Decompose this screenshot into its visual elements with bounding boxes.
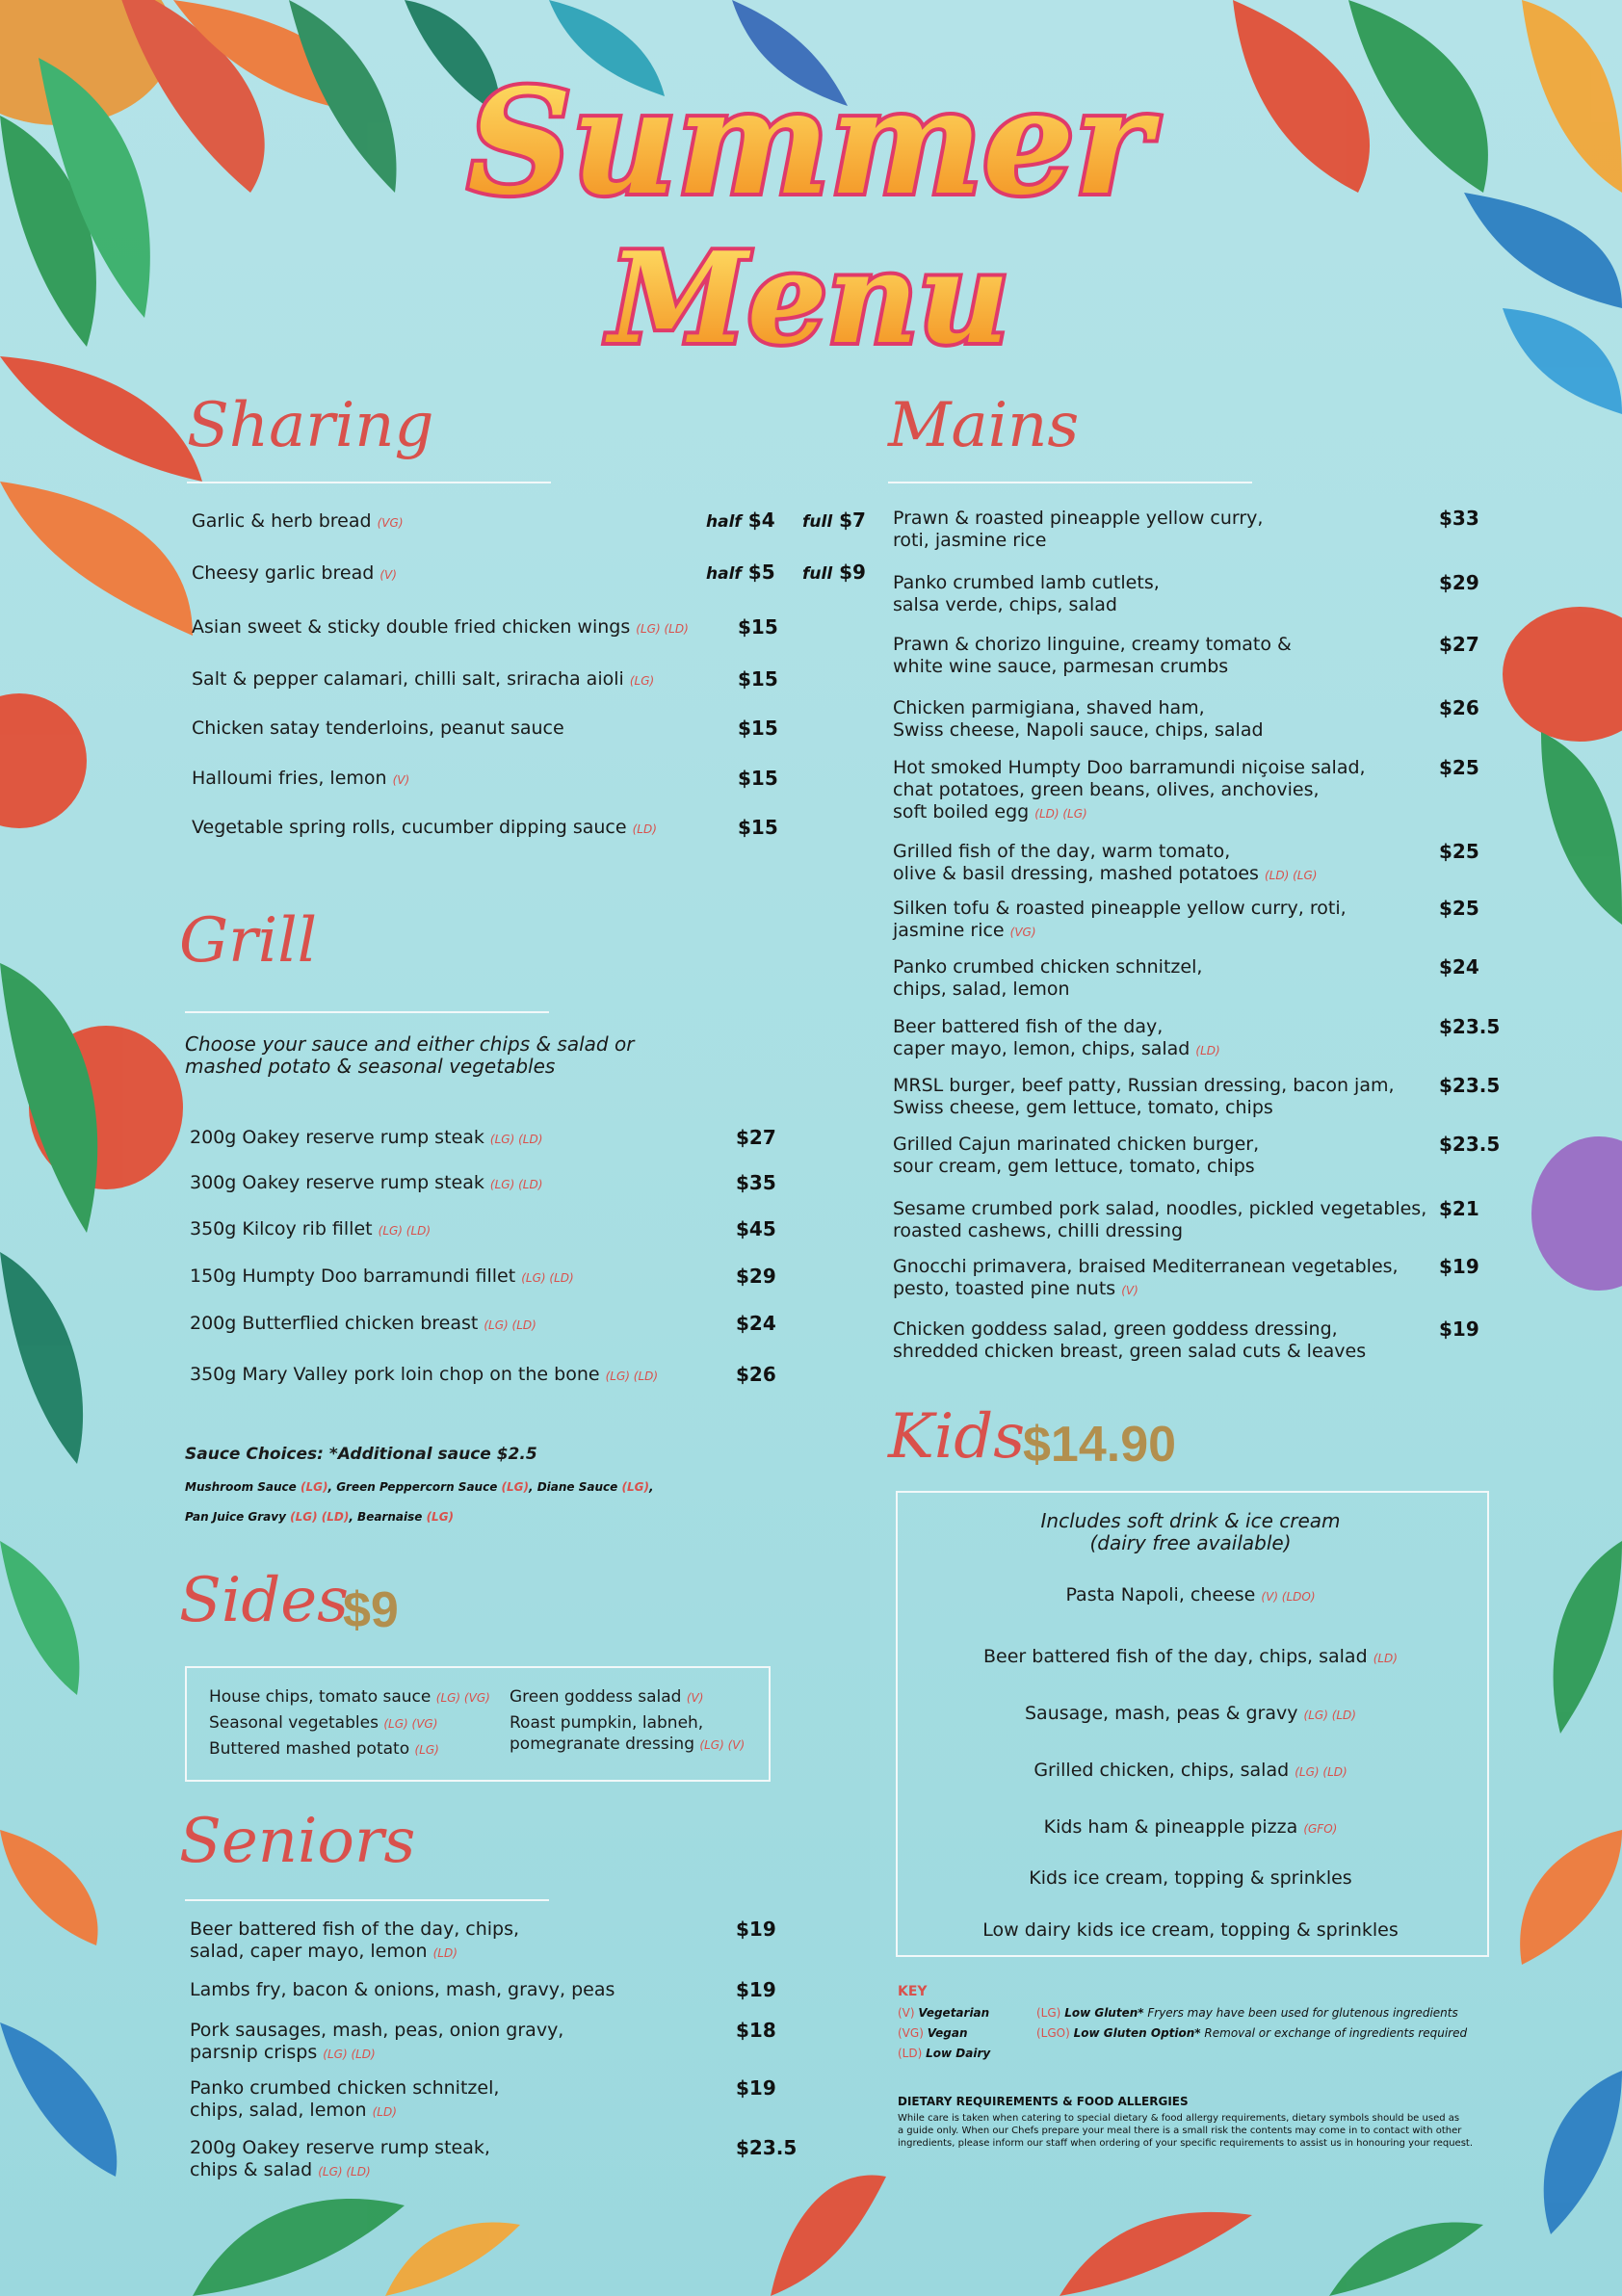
item-name: 300g Oakey reserve rump steak xyxy=(190,1172,484,1193)
item-name: Buttered mashed potato xyxy=(209,1739,410,1759)
item-price: $25 xyxy=(1439,756,1479,779)
item-price: $24 xyxy=(1439,955,1479,978)
side-item xyxy=(510,1686,703,1709)
item-price: $23.5 xyxy=(1439,1133,1501,1156)
sauce-segment: (LG) xyxy=(300,1480,328,1494)
sides-heading: Sides xyxy=(179,1565,349,1636)
side-item xyxy=(510,1734,745,1757)
item-price: $26 xyxy=(736,1363,776,1386)
item-price: $21 xyxy=(1439,1197,1479,1220)
sauce-segment: Pan Juice Gravy xyxy=(185,1510,291,1524)
item-line: Lambs fry, bacon & onions, mash, gravy, peas xyxy=(190,1979,615,2000)
item-name: Vegetable spring rolls, cucumber dipping sauce xyxy=(192,817,627,838)
item-name: 200g Oakey reserve rump steak xyxy=(190,1127,484,1148)
kids-item xyxy=(896,1816,1485,1840)
item-line-text: Panko crumbed lamb cutlets, xyxy=(893,572,1160,593)
item-name: 350g Mary Valley pork loin chop on the bone xyxy=(190,1364,600,1385)
dietary-tags: (LG) (LD) xyxy=(605,1370,659,1383)
key-label: Vegetarian xyxy=(918,2006,990,2020)
item-price: $27 xyxy=(736,1126,776,1149)
key-code: (LG) xyxy=(1036,2006,1061,2020)
main-item xyxy=(893,1075,1395,1119)
key-description: Removal or exchange of ingredients required xyxy=(1200,2026,1468,2040)
sharing-item xyxy=(192,616,689,640)
grill-heading: Grill xyxy=(179,905,318,977)
item-line xyxy=(190,2042,563,2066)
main-item xyxy=(893,1134,1259,1178)
dietary-tags: (V) xyxy=(392,773,410,787)
dietary-line: ingredients, please inform our staff when ordering of your specific requirements to assist us in honouring your request. xyxy=(898,2138,1474,2149)
dietary-tags: (LG) (V) xyxy=(699,1738,746,1752)
half-label: half xyxy=(706,512,742,532)
key-entry xyxy=(898,2044,990,2064)
item-name: 150g Humpty Doo barramundi fillet xyxy=(190,1265,516,1287)
sauce-segment: (LG) xyxy=(426,1510,455,1524)
full-price xyxy=(802,561,866,584)
item-line xyxy=(893,898,1347,920)
side-item xyxy=(510,1712,703,1735)
dietary-tags: (LG) (LD) xyxy=(484,1318,536,1332)
side-item xyxy=(209,1738,439,1761)
item-line-text: jasmine rice xyxy=(893,920,1005,941)
item-name: Pasta Napoli, cheese xyxy=(1065,1584,1256,1605)
item-line xyxy=(893,1318,1366,1341)
mains-heading: Mains xyxy=(888,390,1080,461)
item-price: $19 xyxy=(736,1918,776,1941)
item-name: 350g Kilcoy rib fillet xyxy=(190,1218,373,1239)
item-line-text: Hot smoked Humpty Doo barramundi niçoise salad, xyxy=(893,757,1366,778)
kids-note-line1: Includes soft drink & ice cream xyxy=(1040,1509,1341,1532)
dietary-tags: (LG) xyxy=(629,674,655,688)
half-value: $5 xyxy=(747,561,775,584)
sauce-segment: , Bearnaise xyxy=(349,1510,427,1524)
sauce-choices-heading: Sauce Choices: *Additional sauce $2.5 xyxy=(185,1445,537,1464)
kids-note-line2: (dairy free available) xyxy=(1089,1531,1292,1554)
mains-divider xyxy=(888,482,1252,483)
main-item xyxy=(893,1318,1366,1363)
item-name: pomegranate dressing xyxy=(510,1735,694,1754)
key-code: (LGO) xyxy=(1036,2026,1070,2040)
item-line xyxy=(893,719,1264,742)
item-line xyxy=(893,1198,1426,1220)
item-name: 200g Butterflied chicken breast xyxy=(190,1313,479,1334)
item-price: $19 xyxy=(736,1978,776,2001)
item-line xyxy=(190,2100,499,2124)
item-line xyxy=(893,863,1317,887)
item-line-text: olive & basil dressing, mashed potatoes xyxy=(893,863,1259,884)
main-item xyxy=(893,757,1366,825)
key-entry xyxy=(898,2023,968,2044)
item-line xyxy=(893,779,1366,801)
kids-item xyxy=(896,1919,1485,1942)
item-price: $15 xyxy=(738,615,778,639)
dietary-tags: (LD) (LG) xyxy=(1034,807,1087,821)
item-price: $33 xyxy=(1439,507,1479,530)
item-price: $18 xyxy=(736,2019,776,2042)
item-line xyxy=(893,1341,1366,1363)
half-price xyxy=(706,509,775,532)
item-line-text: Beer battered fish of the day, xyxy=(893,1016,1164,1037)
main-item xyxy=(893,508,1263,552)
item-line-text: Chicken parmigiana, shaved ham, xyxy=(893,697,1205,718)
key-label: Vegan xyxy=(927,2026,968,2040)
full-value: $9 xyxy=(839,561,866,584)
sharing-heading: Sharing xyxy=(187,390,434,461)
main-item xyxy=(893,1256,1399,1302)
item-name: Chicken satay tenderloins, peanut sauce xyxy=(192,718,564,739)
item-name: Seasonal vegetables xyxy=(209,1713,379,1733)
item-line-text: shredded chicken breast, green salad cuts & leaves xyxy=(893,1341,1367,1362)
sauce-segment: , Green Peppercorn Sauce xyxy=(327,1480,502,1494)
item-price: $27 xyxy=(1439,633,1479,656)
dietary-tags: (LG) (LD) xyxy=(318,2165,371,2179)
key-label: Low Gluten* xyxy=(1064,2006,1144,2020)
item-line xyxy=(893,508,1263,530)
item-line: Panko crumbed chicken schnitzel, xyxy=(190,2077,500,2099)
title-line2: Menu xyxy=(609,224,1009,372)
side-item xyxy=(209,1712,437,1735)
dietary-tags: (LD) xyxy=(432,1946,458,1960)
item-line xyxy=(190,1941,519,1965)
kids-price: $14.90 xyxy=(1023,1417,1177,1473)
full-price xyxy=(802,509,866,532)
dietary-tags: (LG) (LD) xyxy=(378,1224,432,1238)
item-price: $25 xyxy=(1439,840,1479,863)
dietary-tags: (LD) xyxy=(1195,1044,1220,1057)
sauce-choices-line2 xyxy=(185,1507,454,1526)
item-line xyxy=(893,1038,1220,1062)
item-line-text: Grilled Cajun marinated chicken burger, xyxy=(893,1134,1260,1155)
item-price: $15 xyxy=(738,667,778,691)
item-line xyxy=(893,956,1202,978)
item-name: House chips, tomato sauce xyxy=(209,1687,432,1707)
dietary-tags: (LD) xyxy=(632,822,657,836)
item-line-text: Grilled fish of the day, warm tomato, xyxy=(893,841,1231,862)
grill-divider xyxy=(185,1011,549,1013)
item-line xyxy=(893,572,1160,594)
item-line-text: soft boiled egg xyxy=(893,801,1030,822)
key-code: (LD) xyxy=(898,2047,923,2060)
item-line xyxy=(893,1016,1220,1038)
item-line: 200g Oakey reserve rump steak, xyxy=(190,2137,490,2158)
main-item xyxy=(893,572,1160,616)
dietary-tags: (V) xyxy=(686,1691,704,1705)
item-line xyxy=(893,697,1264,719)
item-line xyxy=(893,841,1317,863)
sauce-segment: , xyxy=(648,1480,654,1494)
dietary-tags: (VG) xyxy=(1009,926,1036,939)
item-price: $23.5 xyxy=(736,2136,798,2159)
dietary-tags: (LG) (VG) xyxy=(435,1691,490,1705)
item-line-text: Prawn & chorizo linguine, creamy tomato & xyxy=(893,634,1292,655)
senior-item xyxy=(190,2137,490,2183)
item-line: Pork sausages, mash, peas, onion gravy, xyxy=(190,2020,564,2041)
seniors-heading: Seniors xyxy=(179,1806,416,1877)
item-name: Kids ham & pineapple pizza xyxy=(1043,1816,1298,1838)
item-line xyxy=(190,2159,490,2183)
key-label: Low Gluten Option* xyxy=(1073,2026,1201,2040)
item-name: Kids ice cream, topping & sprinkles xyxy=(1029,1867,1352,1889)
item-price: $19 xyxy=(1439,1255,1479,1278)
half-price xyxy=(706,561,775,584)
item-line: Beer battered fish of the day, chips, xyxy=(190,1918,520,1940)
kids-item xyxy=(896,1760,1485,1784)
item-name: Green goddess salad xyxy=(510,1687,682,1707)
half-value: $4 xyxy=(747,509,775,532)
senior-item xyxy=(190,1979,615,2001)
grill-item xyxy=(190,1127,542,1151)
item-line-text: roasted cashews, chilli dressing xyxy=(893,1220,1184,1241)
item-name: Beer battered fish of the day, chips, salad xyxy=(983,1646,1368,1667)
full-label: full xyxy=(802,564,833,584)
item-line xyxy=(893,757,1366,779)
grill-item xyxy=(190,1313,536,1337)
sauce-segment: (LG) (LD) xyxy=(290,1510,350,1524)
dietary-tags: (LG) (LD) xyxy=(489,1133,543,1146)
key-code: (VG) xyxy=(898,2026,924,2040)
sauce-choices-line1 xyxy=(185,1477,654,1497)
item-line xyxy=(893,978,1202,1001)
dietary-tags: (LG) (LD) xyxy=(323,2048,376,2061)
item-name: Grilled chicken, chips, salad xyxy=(1033,1760,1290,1781)
kids-item xyxy=(896,1867,1485,1890)
dietary-tags: (V) (LDO) xyxy=(1261,1590,1316,1604)
item-name: Cheesy garlic bread xyxy=(192,562,375,584)
senior-item xyxy=(190,2020,563,2066)
item-line-text: chips, salad, lemon xyxy=(893,978,1070,1000)
item-line-text: salsa verde, chips, salad xyxy=(893,594,1117,615)
item-line-text: roti, jasmine rice xyxy=(893,530,1047,551)
dietary-tags: (LG) xyxy=(414,1743,439,1757)
item-line-text: chips, salad, lemon xyxy=(190,2100,367,2121)
item-price: $35 xyxy=(736,1171,776,1194)
half-label: half xyxy=(706,564,742,584)
item-line-text: pesto, toasted pine nuts xyxy=(893,1278,1116,1299)
sauce-segment: (LG) xyxy=(621,1480,649,1494)
item-line-text: Panko crumbed chicken schnitzel, xyxy=(893,956,1203,978)
sharing-item xyxy=(192,768,409,792)
key-label: Low Dairy xyxy=(926,2047,991,2060)
item-name: Halloumi fries, lemon xyxy=(192,768,387,789)
item-line-text: sour cream, gem lettuce, tomato, chips xyxy=(893,1156,1255,1177)
dietary-tags: (GFO) xyxy=(1303,1822,1338,1836)
item-price: $29 xyxy=(736,1265,776,1288)
menu-title-logo xyxy=(424,39,1194,385)
dietary-heading: DIETARY REQUIREMENTS & FOOD ALLERGIES xyxy=(898,2095,1189,2108)
dietary-tags: (LG) (LD) xyxy=(636,622,689,636)
dietary-tags: (LG) (LD) xyxy=(1295,1765,1347,1779)
main-item xyxy=(893,898,1347,944)
item-line xyxy=(893,1220,1426,1242)
dietary-tags: (LD) xyxy=(372,2105,397,2119)
item-price: $45 xyxy=(736,1217,776,1240)
item-line xyxy=(893,920,1347,944)
dietary-tags: (LD) (LG) xyxy=(1264,869,1318,882)
grill-item xyxy=(190,1172,542,1196)
dietary-line: While care is taken when catering to special dietary & food allergy requirements, dietary symbols should be used as xyxy=(898,2113,1460,2124)
dietary-tags: (V) xyxy=(1121,1284,1138,1297)
item-line xyxy=(893,1278,1399,1302)
item-line-text: Chicken goddess salad, green goddess dressing, xyxy=(893,1318,1338,1340)
dietary-line: a guide only. When our Chefs prepare your meal there is a small risk the contents may come in to contact with other xyxy=(898,2126,1462,2136)
key-entry xyxy=(898,2003,989,2023)
item-name: Asian sweet & sticky double fried chicken wings xyxy=(192,616,631,638)
main-item xyxy=(893,1016,1220,1062)
sharing-item xyxy=(192,718,564,740)
key-heading: KEY xyxy=(898,1984,928,1999)
grill-item xyxy=(190,1265,574,1290)
item-line xyxy=(893,656,1292,678)
dietary-tags: (LG) (LD) xyxy=(489,1178,543,1191)
item-line-text: MRSL burger, beef patty, Russian dressing, bacon jam, xyxy=(893,1075,1395,1096)
item-line xyxy=(893,1075,1395,1097)
sharing-divider xyxy=(187,482,551,483)
item-line-text: Gnocchi primavera, braised Mediterranean vegetables, xyxy=(893,1256,1399,1277)
sharing-item xyxy=(192,562,397,587)
item-line-text: Swiss cheese, Napoli sauce, chips, salad xyxy=(893,719,1264,741)
item-line xyxy=(893,634,1292,656)
item-line xyxy=(893,1097,1395,1119)
sharing-item xyxy=(192,668,654,692)
item-price: $24 xyxy=(736,1312,776,1335)
grill-intro xyxy=(185,1033,634,1078)
item-line-text: Sesame crumbed pork salad, noodles, pickled vegetables, xyxy=(893,1198,1427,1219)
dietary-tags: (VG) xyxy=(377,516,404,530)
item-line-text: parsnip crisps xyxy=(190,2042,318,2063)
item-price: $23.5 xyxy=(1439,1074,1501,1097)
main-item xyxy=(893,956,1202,1001)
key-code: (V) xyxy=(898,2006,915,2020)
item-line-text: salad, caper mayo, lemon xyxy=(190,1941,428,1962)
sauce-segment: , Diane Sauce xyxy=(528,1480,622,1494)
dietary-tags: (V) xyxy=(379,568,397,582)
full-label: full xyxy=(802,512,833,532)
kids-item xyxy=(896,1584,1485,1608)
sharing-item xyxy=(192,510,404,535)
item-name: Low dairy kids ice cream, topping & sprinkles xyxy=(982,1919,1399,1941)
dietary-tags: (LG) (VG) xyxy=(383,1717,438,1731)
dietary-tags: (LG) (LD) xyxy=(1303,1709,1356,1722)
full-value: $7 xyxy=(839,509,866,532)
main-item xyxy=(893,634,1292,678)
item-price: $15 xyxy=(738,816,778,839)
main-item xyxy=(893,697,1264,742)
main-item xyxy=(893,1198,1426,1242)
grill-intro-line2: mashed potato & seasonal vegetables xyxy=(185,1055,556,1078)
item-name: Salt & pepper calamari, chilli salt, sriracha aioli xyxy=(192,668,624,690)
item-price: $29 xyxy=(1439,571,1479,594)
item-name: Garlic & herb bread xyxy=(192,510,372,532)
item-line xyxy=(893,801,1366,825)
title-line1: Summer xyxy=(467,58,1151,227)
key-description: Fryers may have been used for glutenous ingredients xyxy=(1143,2006,1458,2020)
key-entry xyxy=(1036,2003,1458,2023)
item-line-text: Silken tofu & roasted pineapple yellow curry, roti, xyxy=(893,898,1347,919)
item-line-text: white wine sauce, parmesan crumbs xyxy=(893,656,1229,677)
item-line xyxy=(893,594,1160,616)
sharing-item xyxy=(192,817,657,841)
key-entry xyxy=(1036,2023,1467,2044)
item-price: $15 xyxy=(738,767,778,790)
main-item xyxy=(893,841,1317,887)
item-name: Roast pumpkin, labneh, xyxy=(510,1713,704,1733)
item-line-text: caper mayo, lemon, chips, salad xyxy=(893,1038,1190,1059)
item-price: $15 xyxy=(738,717,778,740)
item-price: $26 xyxy=(1439,696,1479,719)
item-line xyxy=(893,1156,1259,1178)
item-line-text: chips & salad xyxy=(190,2159,313,2180)
dietary-tags: (LD) xyxy=(1373,1652,1398,1665)
seniors-divider xyxy=(185,1899,549,1901)
item-price: $25 xyxy=(1439,897,1479,920)
item-line-text: Swiss cheese, gem lettuce, tomato, chips xyxy=(893,1097,1273,1118)
item-price: $19 xyxy=(1439,1318,1479,1341)
item-name: Sausage, mash, peas & gravy xyxy=(1025,1703,1298,1724)
kids-item xyxy=(896,1646,1485,1670)
sides-price: $9 xyxy=(343,1582,399,1638)
item-line xyxy=(893,1134,1259,1156)
item-price: $23.5 xyxy=(1439,1015,1501,1038)
kids-heading: Kids xyxy=(888,1401,1026,1473)
item-line xyxy=(893,530,1263,552)
item-line-text: chat potatoes, green beans, olives, anchovies, xyxy=(893,779,1320,800)
kids-item xyxy=(896,1703,1485,1727)
grill-item xyxy=(190,1364,658,1388)
grill-intro-line1: Choose your sauce and either chips & salad or xyxy=(185,1032,635,1056)
senior-item xyxy=(190,1918,519,1965)
sauce-segment: (LG) xyxy=(501,1480,529,1494)
sauce-segment: Mushroom Sauce xyxy=(185,1480,301,1494)
kids-note xyxy=(896,1510,1485,1554)
item-price: $19 xyxy=(736,2076,776,2100)
grill-item xyxy=(190,1218,431,1242)
item-line xyxy=(893,1256,1399,1278)
senior-item xyxy=(190,2077,499,2124)
side-item xyxy=(209,1686,490,1709)
dietary-tags: (LG) (LD) xyxy=(521,1271,574,1285)
item-line-text: Prawn & roasted pineapple yellow curry, xyxy=(893,508,1264,529)
